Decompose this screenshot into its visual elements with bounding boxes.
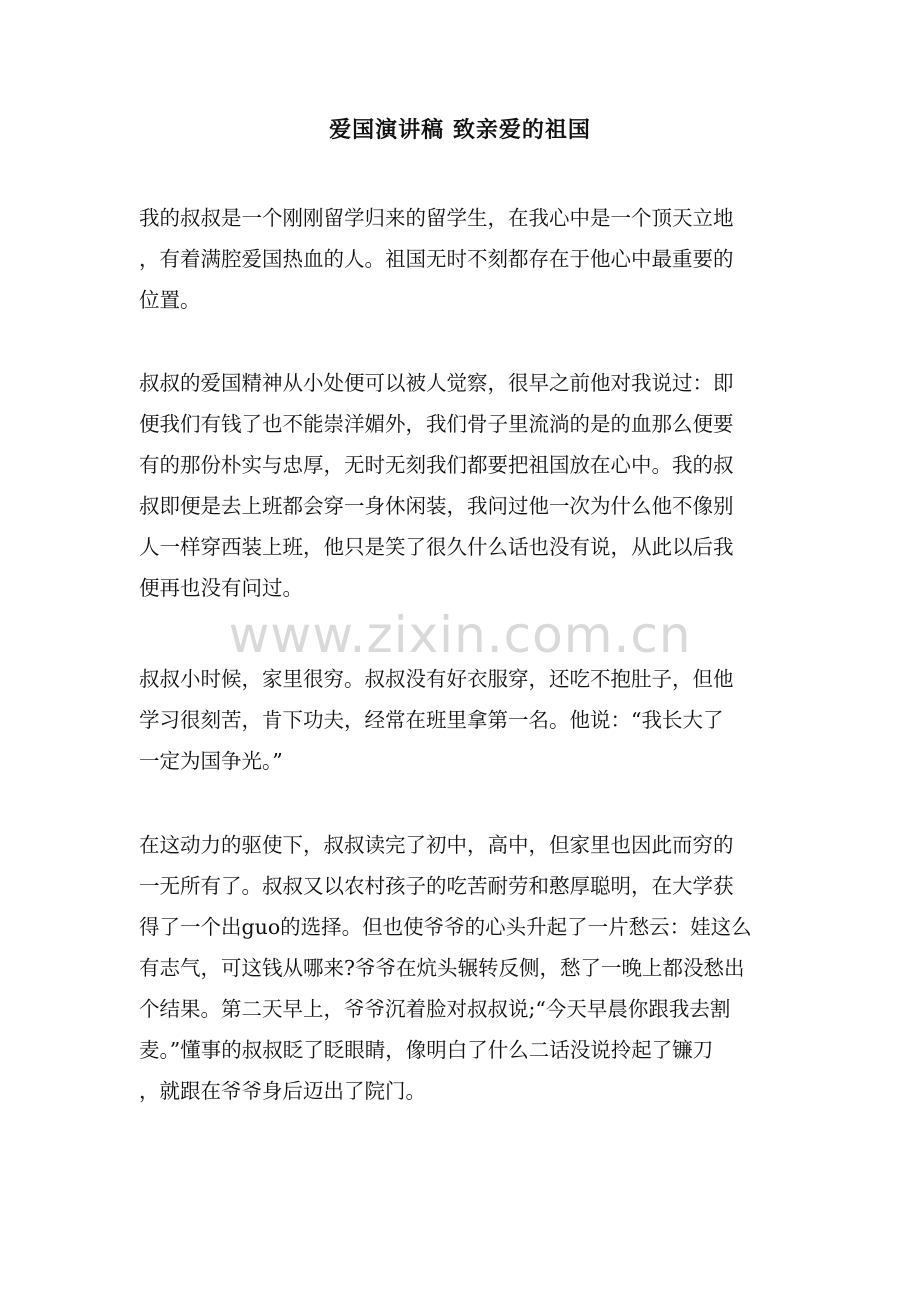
document-title: 爱国演讲稿 致亲爱的祖国 [329, 117, 591, 143]
paragraph-4-line-6: 麦。”懂事的叔叔眨了眨眼睛，像明白了什么二话没说拎起了镰刀 [139, 1038, 714, 1062]
paragraph-1-line-1: 我的叔叔是一个刚刚留学归来的留学生，在我心中是一个顶天立地 [139, 206, 734, 230]
paragraph-4-line-7: ，就跟在爷爷身后迈出了院门。 [139, 1079, 426, 1103]
paragraph-4-line-2: 一无所有了。叔叔又以农村孩子的吃苦耐劳和憨厚聪明，在大学获 [139, 874, 734, 898]
watermark-text: www.zixin.com.cn [228, 606, 692, 664]
paragraph-1-line-3: 位置。 [139, 288, 201, 312]
paragraph-2-line-2: 便我们有钱了也不能崇洋媚外，我们骨子里流淌的是的血那么便要 [139, 412, 734, 436]
paragraph-4-line-4: 有志气，可这钱从哪来?爷爷在炕头辗转反侧，愁了一晚上都没愁出 [139, 956, 745, 980]
paragraph-1-line-2: ，有着满腔爱国热血的人。祖国无时不刻都存在于他心中最重要的 [139, 247, 734, 271]
paragraph-2-line-1: 叔叔的爱国精神从小处便可以被人觉察，很早之前他对我说过：即 [139, 371, 734, 395]
paragraph-3-line-2: 学习很刻苦，肯下功夫，经常在班里拿第一名。他说：“我长大了 [139, 708, 724, 732]
paragraph-2-line-6: 便再也没有问过。 [139, 576, 303, 600]
paragraph-2-line-5: 人一样穿西装上班，他只是笑了很久什么话也没有说，从此以后我 [139, 535, 734, 559]
paragraph-2-line-4: 叔即便是去上班都会穿一身休闲装，我问过他一次为什么他不像别 [139, 494, 734, 518]
paragraph-3-line-3: 一定为国争光。” [139, 749, 283, 773]
paragraph-4-line-5: 个结果。第二天早上，爷爷沉着脸对叔叔说;“今天早晨你跟我去割 [139, 997, 731, 1021]
paragraph-2-line-3: 有的那份朴实与忠厚，无时无刻我们都要把祖国放在心中。我的叔 [139, 453, 734, 477]
paragraph-4-line-3: 得了一个出guo的选择。但也使爷爷的心头升起了一片愁云：娃这么 [139, 915, 752, 939]
paragraph-3-line-1: 叔叔小时候，家里很穷。叔叔没有好衣服穿，还吃不抱肚子，但他 [139, 667, 734, 691]
paragraph-4-line-1: 在这动力的驱使下，叔叔读完了初中，高中，但家里也因此而穷的 [139, 833, 734, 857]
